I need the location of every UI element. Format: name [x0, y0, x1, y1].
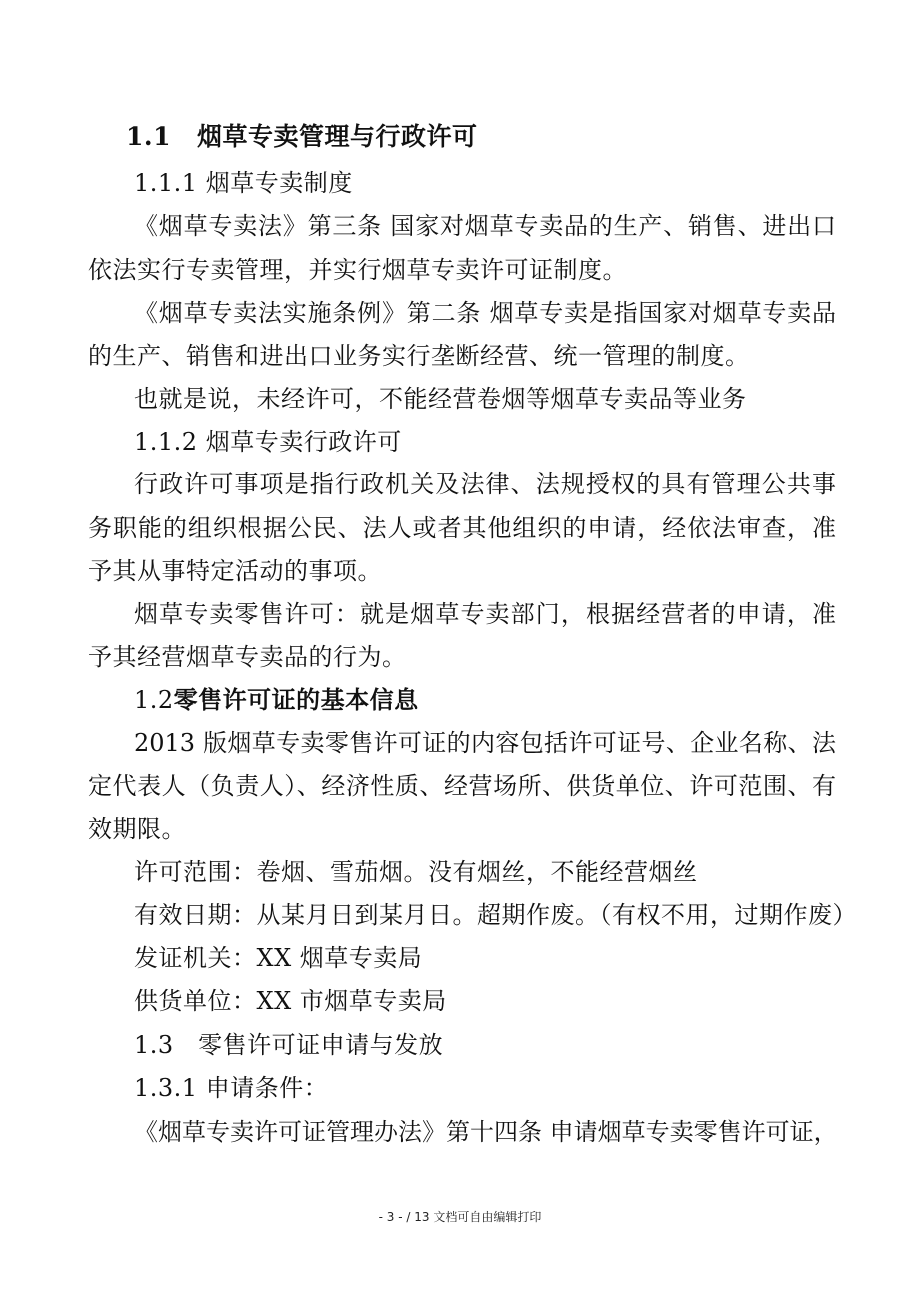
paragraph-line: 予其经营烟草专卖品的行为。 — [88, 643, 407, 671]
paragraph-line: 2013 版烟草专卖零售许可证的内容包括许可证号、企业名称、法 — [134, 729, 836, 757]
paragraph-line: 行政许可事项是指行政机关及法律、法规授权的具有管理公共事 — [134, 470, 836, 498]
paragraph-line: 《烟草专卖许可证管理办法》第十四条 申请烟草专卖零售许可证， — [134, 1118, 838, 1146]
section-1-2-heading — [134, 685, 419, 715]
license-supplier: 供货单位：XX 市烟草专卖局 — [134, 987, 447, 1015]
section-title: 烟草专卖管理与行政许可 — [197, 122, 478, 151]
section-1-3-1-heading: 1.3.1 申请条件： — [134, 1074, 329, 1102]
section-1-3-heading: 1.3 零售许可证申请与发放 — [134, 1031, 444, 1059]
paragraph-line: 的生产、销售和进出口业务实行垄断经营、统一管理的制度。 — [88, 342, 750, 370]
paragraph-line: 也就是说，未经许可，不能经营卷烟等烟草专卖品等业务 — [134, 385, 747, 413]
section-number: 1.1 — [126, 122, 171, 151]
section-number: 1.2 — [134, 686, 174, 714]
paragraph-line: 予其从事特定活动的事项。 — [88, 557, 382, 585]
license-scope: 许可范围：卷烟、雪茄烟。没有烟丝，不能经营烟丝 — [134, 858, 698, 886]
paragraph-line: 烟草专卖零售许可：就是烟草专卖部门，根据经营者的申请，准 — [134, 600, 836, 628]
paragraph-line: 效期限。 — [88, 815, 186, 843]
paragraph-line: 定代表人（负责人）、经济性质、经营场所、供货单位、许可范围、有 — [88, 772, 836, 800]
license-valid-date: 有效日期：从某月日到某月日。超期作废。（有权不用，过期作废） — [134, 901, 857, 929]
paragraph-line: 《烟草专卖法实施条例》第二条 烟草专卖是指国家对烟草专卖品 — [134, 299, 836, 327]
section-1-1-2-heading: 1.1.2 烟草专卖行政许可 — [134, 428, 402, 456]
page-footer: - 3 - / 13 文档可自由编辑打印 — [378, 1210, 542, 1224]
paragraph-line: 《烟草专卖法》第三条 国家对烟草专卖品的生产、销售、进出口 — [134, 212, 836, 240]
paragraph-line: 务职能的组织根据公民、法人或者其他组织的申请，经依法审查，准 — [88, 514, 836, 542]
section-1-1-1-heading: 1.1.1 烟草专卖制度 — [134, 169, 353, 197]
section-1-1-heading — [126, 122, 478, 152]
section-title: 零售许可证的基本信息 — [173, 685, 419, 714]
license-issuer: 发证机关：XX 烟草专卖局 — [134, 944, 423, 972]
paragraph-line: 依法实行专卖管理，并实行烟草专卖许可证制度。 — [88, 256, 627, 284]
